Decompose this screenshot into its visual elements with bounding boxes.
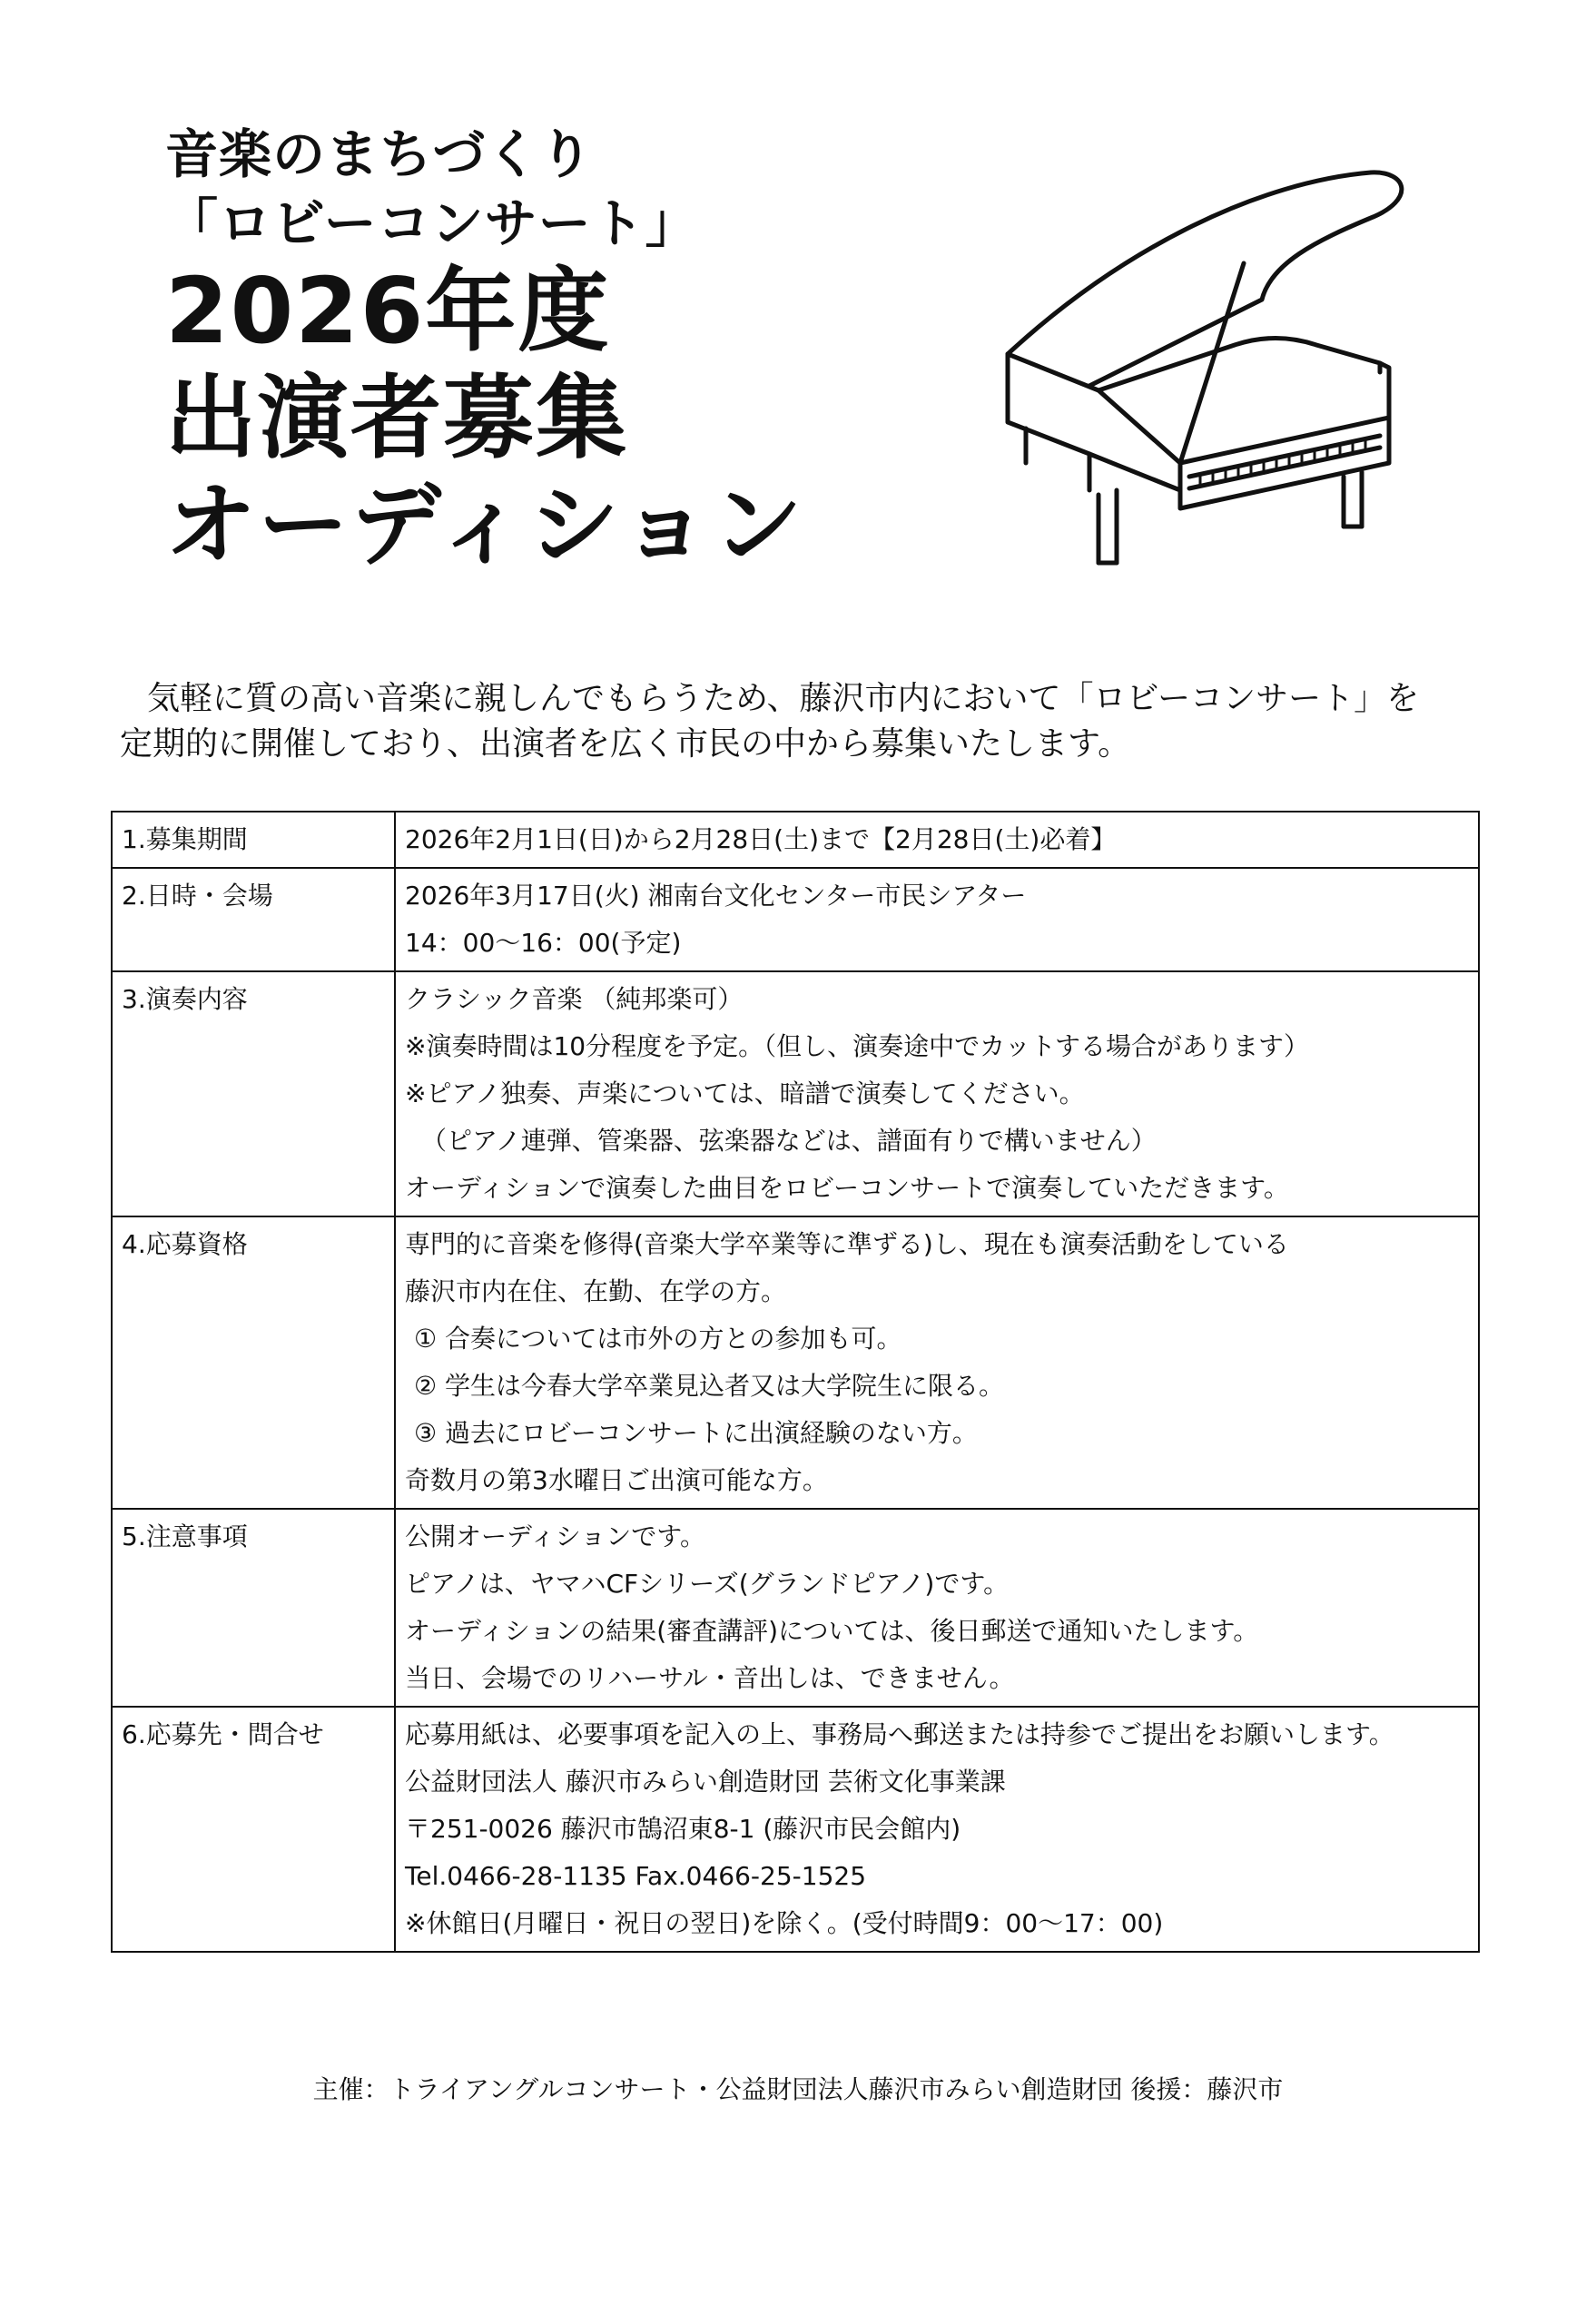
row-line: オーディションの結果(審査講評)については、後日郵送で通知いたします。 (405, 1616, 1259, 1646)
row-label: 4.応募資格 (112, 1216, 395, 1509)
table-row (112, 1216, 1479, 1509)
row-content (395, 1216, 1479, 1509)
row-line: オーディションで演奏した曲目をロビーコンサートで演奏していただきます。 (405, 1173, 1289, 1203)
table-row (112, 868, 1479, 971)
row-line: 〒251-0026 藤沢市鵠沼東8-1 (藤沢市民会館内) (405, 1814, 961, 1844)
row-line: 公開オーディションです。 (405, 1521, 705, 1551)
intro-line-2: 定期的に開催しており、出演者を広く市民の中から募集いたします。 (120, 725, 1131, 763)
row-content (395, 868, 1479, 971)
row-line: 奇数月の第3水曜日ご出演可能な方。 (405, 1465, 828, 1495)
row-line: 公益財団法人 藤沢市みらい創造財団 芸術文化事業課 (405, 1767, 1006, 1797)
row-content (395, 971, 1479, 1216)
title-line-3: 2026年度 (165, 258, 611, 364)
intro-text (120, 676, 1482, 767)
row-line: ※ピアノ独奏、声楽については、暗譜で演奏してください。 (405, 1078, 1085, 1108)
row-label: 5.注意事項 (112, 1509, 395, 1707)
row-line: ※休館日(月曜日・祝日の翌日)を除く。(受付時間9：00～17：00) (405, 1908, 1164, 1938)
info-table (111, 811, 1480, 1953)
row-label: 3.演奏内容 (112, 971, 395, 1216)
row-content (395, 1707, 1479, 1952)
intro-line-1: 気軽に質の高い音楽に親しんでもらうため、藤沢市内において「ロビーコンサート」を (147, 680, 1420, 717)
row-label: 6.応募先・問合せ (112, 1707, 395, 1952)
row-line: 2026年3月17日(火) 湘南台文化センター市民シアター (405, 881, 1027, 911)
row-line: ② 学生は今春大学卒業見込者又は大学院生に限る。 (414, 1371, 1005, 1401)
title-line-5: オーディション (165, 472, 804, 578)
row-line: ③ 過去にロビーコンサートに出演経験のない方。 (414, 1418, 978, 1448)
row-line: ピアノは、ヤマハCFシリーズ(グランドピアノ)です。 (405, 1569, 1010, 1599)
row-line: 応募用紙は、必要事項を記入の上、事務局へ郵送または持参でご提出をお願いします。 (405, 1719, 1394, 1749)
row-line: 専門的に音楽を修得(音楽大学卒業等に準ずる)し、現在も演奏活動をしている (405, 1229, 1289, 1259)
row-line: （ピアノ連弾、管楽器、弦楽器などは、譜面有りで構いません） (421, 1126, 1157, 1156)
row-line: 藤沢市内在住、在勤、在学の方。 (405, 1276, 787, 1306)
row-line: 2026年2月1日(日)から2月28日(土)まで【2月28日(土)必着】 (405, 824, 1117, 854)
row-line: 14：00～16：00(予定) (405, 928, 682, 958)
title-line-2: 「ロビーコンサート」 (165, 192, 699, 254)
row-content (395, 1509, 1479, 1707)
row-label: 1.募集期間 (112, 812, 395, 868)
row-line: クラシック音楽 （純邦楽可） (405, 984, 744, 1014)
row-content (395, 812, 1479, 868)
row-line: ① 合奏については市外の方との参加も可。 (414, 1324, 902, 1354)
row-label: 2.日時・会場 (112, 868, 395, 971)
row-line: Tel.0466-28-1135 Fax.0466-25-1525 (405, 1861, 867, 1891)
table-row (112, 971, 1479, 1216)
grand-piano-icon (990, 163, 1462, 581)
title-line-4: 出演者募集 (165, 365, 628, 471)
title-line-1: 音楽のまちづくり (165, 123, 594, 185)
footer-organizer: 主催：トライアングルコンサート・公益財団法人藤沢市みらい創造財団 後援：藤沢市 (312, 2074, 1284, 2104)
table-row (112, 812, 1479, 868)
table-row (112, 1707, 1479, 1952)
table-row (112, 1509, 1479, 1707)
row-line: 当日、会場でのリハーサル・音出しは、できません。 (405, 1663, 1015, 1693)
info-table-body (112, 812, 1479, 1952)
title-block (165, 120, 804, 579)
row-line: ※演奏時間は10分程度を予定。（但し、演奏途中でカットする場合があります） (405, 1031, 1309, 1061)
